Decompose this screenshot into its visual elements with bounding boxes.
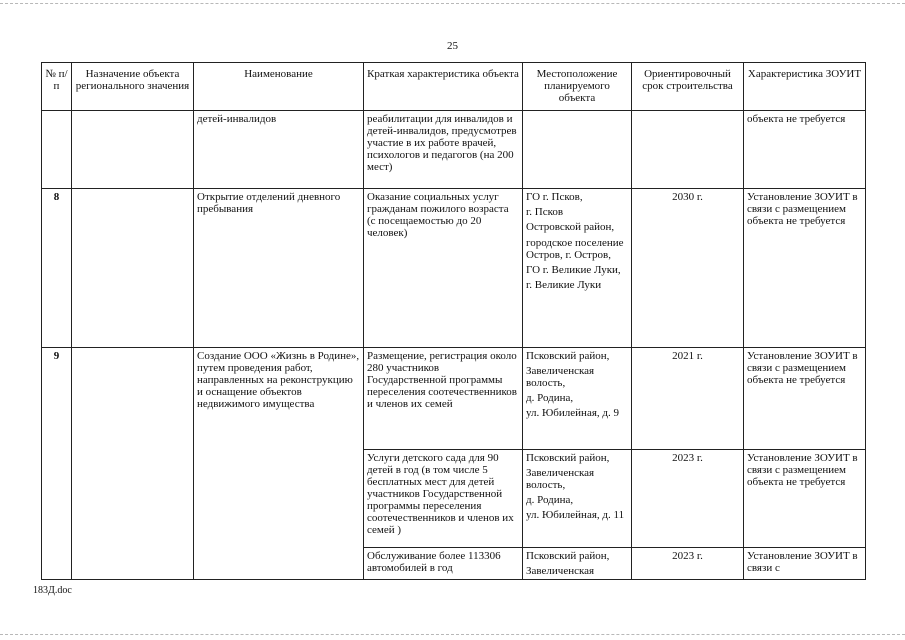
cell-purpose xyxy=(72,111,194,189)
cell-zouit: Установление ЗОУИТ в связи с xyxy=(744,547,866,579)
cell-num xyxy=(42,111,72,189)
cell-description: Оказание социальных услуг гражданам пожилого возраста (с посещаемостью до 20 человек) xyxy=(364,188,523,347)
cell-deadline: 2023 г. xyxy=(632,449,744,547)
cell-description: реабилитации для инвалидов и детей-инвалидов, предусмотрев участие в их работе врачей, психологов и педагогов (на 200 мест) xyxy=(364,111,523,189)
table-row xyxy=(42,111,866,189)
table-header-row xyxy=(42,63,866,111)
cell-name: Создание ООО «Жизнь в Родине», путем проведения работ, направленных на реконструкцию и оснащение объектов недвижимого имущества xyxy=(194,347,364,579)
location-line: г. Великие Луки xyxy=(526,278,602,291)
location-line: ул. Юбилейная, д. 11 xyxy=(526,508,625,521)
cell-deadline: 2021 г. xyxy=(632,347,744,449)
cell-zouit: Установление ЗОУИТ в связи с размещением объекта не требуется xyxy=(744,347,866,449)
location-line: д. Родина, xyxy=(526,493,574,506)
header-zouit: Характеристика ЗОУИТ xyxy=(744,63,866,111)
scan-bottom-edge xyxy=(0,634,905,635)
location-line: Завеличенская xyxy=(526,564,595,577)
table-row xyxy=(42,347,866,449)
location-line: г. Псков xyxy=(526,205,564,218)
cell-zouit: Установление ЗОУИТ в связи с размещением объекта не требуется xyxy=(744,188,866,347)
objects-table xyxy=(41,62,866,580)
location-line: ул. Юбилейная, д. 9 xyxy=(526,406,619,419)
location-line: д. Родина, xyxy=(526,391,574,404)
header-location: Местоположение планируемого объекта xyxy=(523,63,632,111)
cell-num: 8 xyxy=(42,188,72,347)
location-line: ГО г. Великие Луки, xyxy=(526,263,621,276)
cell-deadline: 2023 г. xyxy=(632,547,744,579)
cell-location xyxy=(523,347,632,449)
cell-name: детей-инвалидов xyxy=(194,111,364,189)
cell-name: Открытие отделений дневного пребывания xyxy=(194,188,364,347)
header-name: Наименование xyxy=(194,63,364,111)
header-deadline: Ориентировочный срок строительства xyxy=(632,63,744,111)
location-line: Псковский район, xyxy=(526,349,610,362)
location-line: ГО г. Псков, xyxy=(526,190,583,203)
cell-zouit: объекта не требуется xyxy=(744,111,866,189)
cell-purpose xyxy=(72,188,194,347)
location-line: Островской район, xyxy=(526,220,615,233)
cell-description: Услуги детского сада для 90 детей в год (в том числе 5 бесплатных мест для детей участников Государственной программы переселения соотечественников и членов их семей ) xyxy=(364,449,523,547)
cell-location xyxy=(523,111,632,189)
location-line: Завеличенская волость, xyxy=(526,466,595,491)
cell-purpose xyxy=(72,347,194,579)
header-num: № п/п xyxy=(42,63,72,111)
cell-deadline xyxy=(632,111,744,189)
table-row xyxy=(42,188,866,347)
location-line: Псковский район, xyxy=(526,451,610,464)
location-line: Псковский район, xyxy=(526,549,610,562)
cell-description: Размещение, регистрация около 280 участников Государственной программы переселения соотечественников и членов их семей xyxy=(364,347,523,449)
cell-location xyxy=(523,547,632,579)
cell-zouit: Установление ЗОУИТ в связи с размещением объекта не требуется xyxy=(744,449,866,547)
header-description: Краткая характеристика объекта xyxy=(364,63,523,111)
location-line: городское поселение Остров, г. Остров, xyxy=(526,236,624,261)
page-number: 25 xyxy=(447,40,458,52)
cell-description: Обслуживание более 113306 автомобилей в год xyxy=(364,547,523,579)
header-purpose: Назначение объекта регионального значения xyxy=(72,63,194,111)
cell-location xyxy=(523,188,632,347)
location-line: Завеличенская волость, xyxy=(526,364,595,389)
document-filename: 183Д.doc xyxy=(33,585,72,596)
cell-num: 9 xyxy=(42,347,72,579)
cell-deadline: 2030 г. xyxy=(632,188,744,347)
cell-location xyxy=(523,449,632,547)
scan-top-edge xyxy=(0,3,905,4)
